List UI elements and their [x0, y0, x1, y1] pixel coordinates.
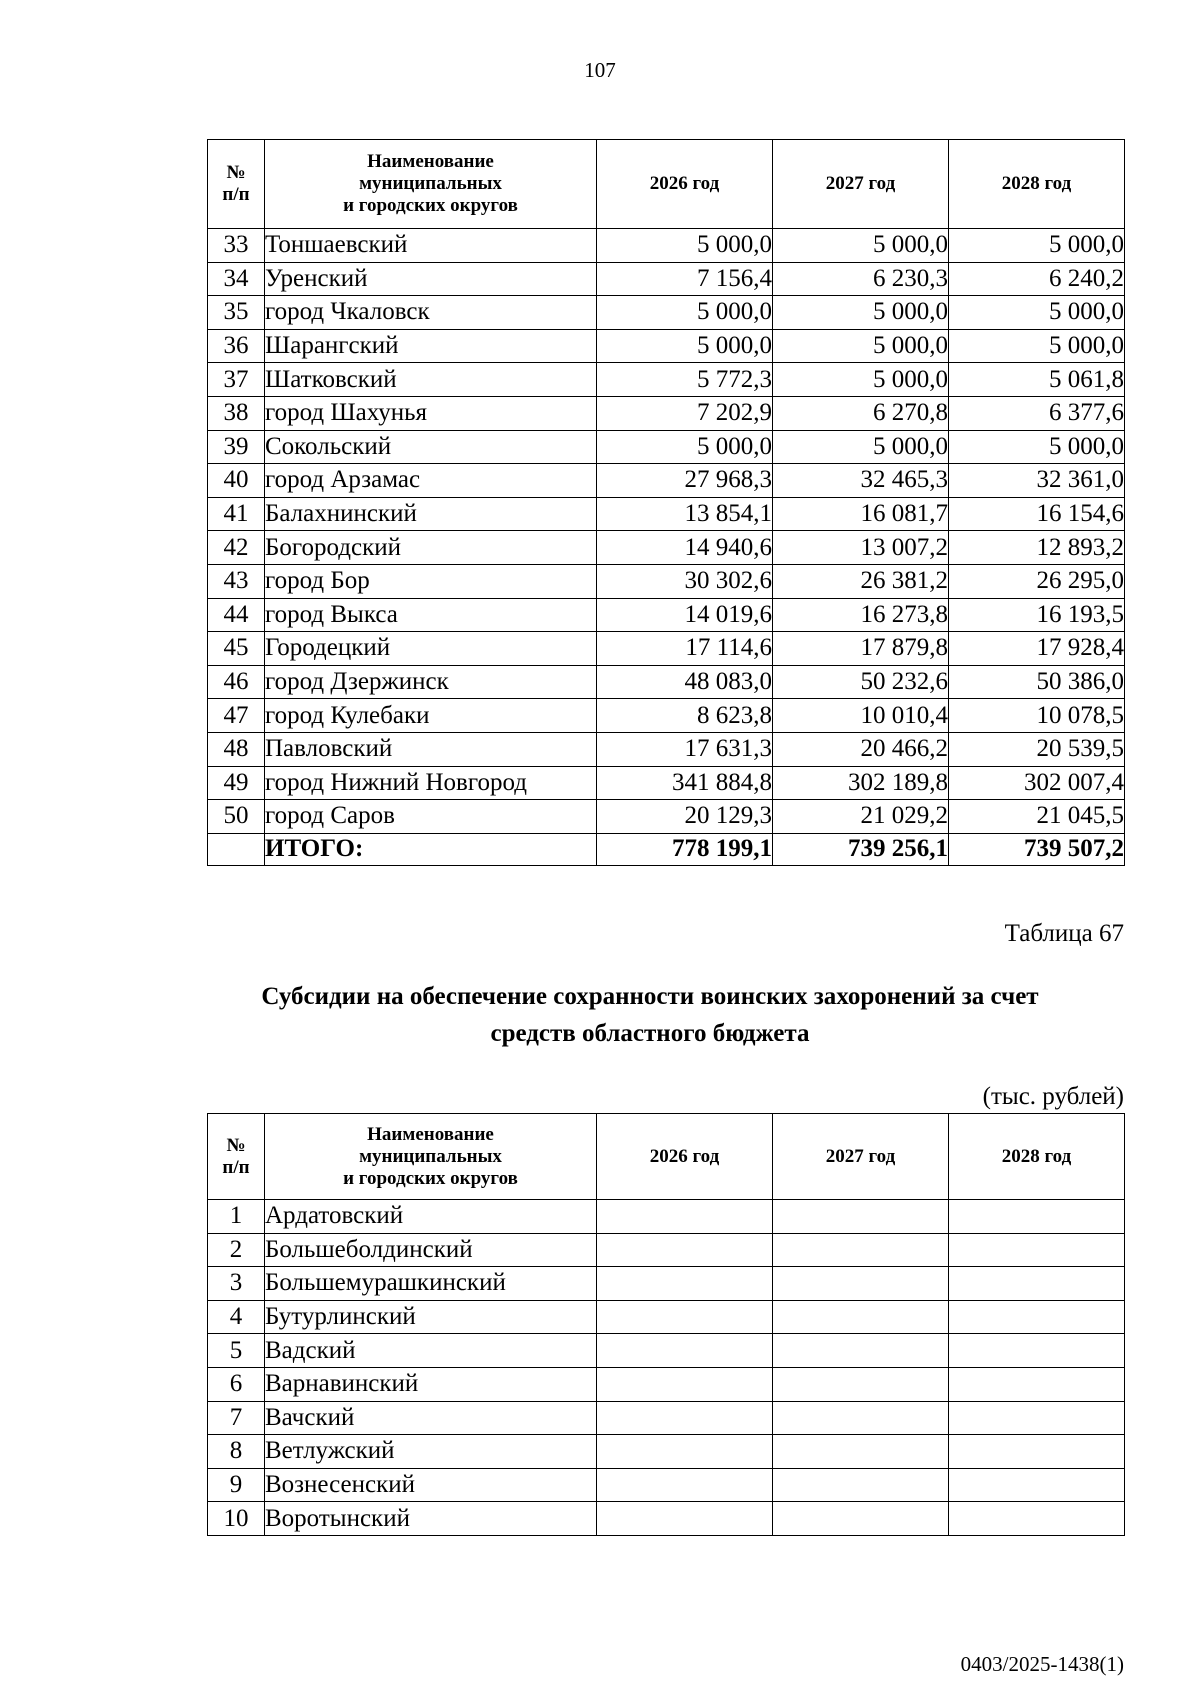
col-header-2028: 2028 год: [949, 1114, 1125, 1200]
value-2026: [597, 1267, 773, 1301]
value-2026: 17 631,3: [597, 732, 773, 766]
value-2027: 20 466,2: [773, 732, 949, 766]
value-2028: [949, 1468, 1125, 1502]
value-2027: [773, 1401, 949, 1435]
municipality-name: Бутурлинский: [265, 1300, 597, 1334]
municipality-name: Городецкий: [265, 632, 597, 666]
municipality-name: Уренский: [265, 262, 597, 296]
value-2026: [597, 1334, 773, 1368]
value-2026: 17 114,6: [597, 632, 773, 666]
value-2027: [773, 1300, 949, 1334]
row-number: 40: [208, 464, 265, 498]
table-row: [208, 497, 1125, 531]
row-number: 34: [208, 262, 265, 296]
row-number: 36: [208, 329, 265, 363]
value-2027: 50 232,6: [773, 665, 949, 699]
table-row: [208, 1267, 1125, 1301]
value-2026: 48 083,0: [597, 665, 773, 699]
value-2027: 5 000,0: [773, 229, 949, 263]
value-2028: [949, 1367, 1125, 1401]
value-2028: 26 295,0: [949, 564, 1125, 598]
table-row: [208, 1300, 1125, 1334]
row-number: 47: [208, 699, 265, 733]
value-2028: 32 361,0: [949, 464, 1125, 498]
units-label: (тыс. рублей): [982, 1083, 1124, 1110]
value-2028: 16 154,6: [949, 497, 1125, 531]
row-number: 42: [208, 531, 265, 565]
value-2026: 14 019,6: [597, 598, 773, 632]
municipality-name: Богородский: [265, 531, 597, 565]
value-2028: 5 000,0: [949, 229, 1125, 263]
total-number: [208, 833, 265, 865]
table-row: [208, 564, 1125, 598]
row-number: 6: [208, 1367, 265, 1401]
table-row: [208, 1334, 1125, 1368]
municipality-name: Вадский: [265, 1334, 597, 1368]
table-row: [208, 229, 1125, 263]
table-row: [208, 800, 1125, 834]
value-2028: 6 240,2: [949, 262, 1125, 296]
value-2026: [597, 1435, 773, 1469]
value-2026: 5 772,3: [597, 363, 773, 397]
value-2028: [949, 1233, 1125, 1267]
table-row: [208, 1200, 1125, 1234]
table-row: [208, 262, 1125, 296]
row-number: 3: [208, 1267, 265, 1301]
table-row: [208, 396, 1125, 430]
value-2027: 5 000,0: [773, 363, 949, 397]
value-2026: 27 968,3: [597, 464, 773, 498]
value-2027: 6 270,8: [773, 396, 949, 430]
value-2026: 7 156,4: [597, 262, 773, 296]
municipality-name: Вознесенский: [265, 1468, 597, 1502]
budget-table-continued: [207, 139, 1125, 866]
value-2027: [773, 1367, 949, 1401]
table-row: [208, 1468, 1125, 1502]
row-number: 45: [208, 632, 265, 666]
section-title: Субсидии на обеспечение сохранности воинских захоронений за счет средств областного бюджета: [261, 983, 1039, 1047]
row-number: 33: [208, 229, 265, 263]
col-header-number: № п/п: [208, 1114, 265, 1200]
value-2026: [597, 1367, 773, 1401]
municipality-name: Вачский: [265, 1401, 597, 1435]
value-2027: 13 007,2: [773, 531, 949, 565]
value-2027: 17 879,8: [773, 632, 949, 666]
value-2028: 6 377,6: [949, 396, 1125, 430]
value-2028: [949, 1334, 1125, 1368]
municipality-name: город Нижний Новгород: [265, 766, 597, 800]
value-2028: 5 000,0: [949, 296, 1125, 330]
value-2028: 302 007,4: [949, 766, 1125, 800]
value-2027: [773, 1267, 949, 1301]
table-row: [208, 430, 1125, 464]
value-2027: [773, 1334, 949, 1368]
municipality-name: город Арзамас: [265, 464, 597, 498]
row-number: 38: [208, 396, 265, 430]
total-label: ИТОГО:: [265, 833, 597, 865]
value-2027: 5 000,0: [773, 430, 949, 464]
value-2026: [597, 1502, 773, 1536]
col-header-name: Наименование муниципальных и городских округов: [265, 1114, 597, 1200]
table-row: [208, 1401, 1125, 1435]
table-row: [208, 464, 1125, 498]
table-row: [208, 531, 1125, 565]
document-code: 0403/2025-1438(1): [960, 1652, 1124, 1676]
table-row: [208, 296, 1125, 330]
municipality-name: Тоншаевский: [265, 229, 597, 263]
table-row: [208, 699, 1125, 733]
value-2026: 341 884,8: [597, 766, 773, 800]
value-2027: 32 465,3: [773, 464, 949, 498]
value-2028: 5 000,0: [949, 329, 1125, 363]
value-2026: [597, 1468, 773, 1502]
municipality-name: Сокольский: [265, 430, 597, 464]
value-2028: 12 893,2: [949, 531, 1125, 565]
page-number: 107: [584, 58, 616, 82]
table-header-row: [208, 1114, 1125, 1200]
total-row: [208, 833, 1125, 865]
table-row: [208, 632, 1125, 666]
municipality-name: город Бор: [265, 564, 597, 598]
value-2028: 5 061,8: [949, 363, 1125, 397]
value-2028: 20 539,5: [949, 732, 1125, 766]
value-2026: [597, 1300, 773, 1334]
row-number: 39: [208, 430, 265, 464]
value-2027: 6 230,3: [773, 262, 949, 296]
municipality-name: Ветлужский: [265, 1435, 597, 1469]
value-2027: [773, 1435, 949, 1469]
municipality-name: город Чкаловск: [265, 296, 597, 330]
value-2028: [949, 1435, 1125, 1469]
value-2026: 5 000,0: [597, 229, 773, 263]
value-2026: 13 854,1: [597, 497, 773, 531]
col-header-2028: 2028 год: [949, 140, 1125, 229]
table-label: Таблица 67: [1004, 920, 1124, 947]
value-2027: 21 029,2: [773, 800, 949, 834]
municipality-name: Ардатовский: [265, 1200, 597, 1234]
value-2028: [949, 1200, 1125, 1234]
col-header-number: № п/п: [208, 140, 265, 229]
table-row: [208, 732, 1125, 766]
col-header-2027: 2027 год: [773, 140, 949, 229]
value-2027: 5 000,0: [773, 296, 949, 330]
col-header-2027: 2027 год: [773, 1114, 949, 1200]
table-row: [208, 329, 1125, 363]
value-2028: 50 386,0: [949, 665, 1125, 699]
value-2028: [949, 1267, 1125, 1301]
row-number: 43: [208, 564, 265, 598]
col-header-2026: 2026 год: [597, 1114, 773, 1200]
value-2027: 16 273,8: [773, 598, 949, 632]
value-2028: 5 000,0: [949, 430, 1125, 464]
value-2028: [949, 1502, 1125, 1536]
value-2027: [773, 1468, 949, 1502]
municipality-name: Большеболдинский: [265, 1233, 597, 1267]
value-2028: 16 193,5: [949, 598, 1125, 632]
value-2026: 5 000,0: [597, 329, 773, 363]
table-row: [208, 665, 1125, 699]
value-2027: 5 000,0: [773, 329, 949, 363]
total-2027: 739 256,1: [773, 833, 949, 865]
table-row: [208, 363, 1125, 397]
value-2027: 10 010,4: [773, 699, 949, 733]
value-2027: 26 381,2: [773, 564, 949, 598]
row-number: 50: [208, 800, 265, 834]
table-row: [208, 1367, 1125, 1401]
col-header-2026: 2026 год: [597, 140, 773, 229]
value-2028: 10 078,5: [949, 699, 1125, 733]
row-number: 4: [208, 1300, 265, 1334]
table-row: [208, 1233, 1125, 1267]
value-2026: 5 000,0: [597, 430, 773, 464]
row-number: 44: [208, 598, 265, 632]
table-row: [208, 1435, 1125, 1469]
municipality-name: Воротынский: [265, 1502, 597, 1536]
value-2028: 21 045,5: [949, 800, 1125, 834]
row-number: 2: [208, 1233, 265, 1267]
row-number: 46: [208, 665, 265, 699]
value-2027: 302 189,8: [773, 766, 949, 800]
row-number: 8: [208, 1435, 265, 1469]
table-row: [208, 1502, 1125, 1536]
value-2027: [773, 1502, 949, 1536]
col-header-name: Наименование муниципальных и городских округов: [265, 140, 597, 229]
value-2028: [949, 1401, 1125, 1435]
row-number: 35: [208, 296, 265, 330]
table-row: [208, 598, 1125, 632]
row-number: 48: [208, 732, 265, 766]
row-number: 41: [208, 497, 265, 531]
table-row: [208, 766, 1125, 800]
table-header-row: [208, 140, 1125, 229]
municipality-name: город Шахунья: [265, 396, 597, 430]
value-2026: 30 302,6: [597, 564, 773, 598]
municipality-name: Шатковский: [265, 363, 597, 397]
municipality-name: Павловский: [265, 732, 597, 766]
row-number: 9: [208, 1468, 265, 1502]
value-2026: 8 623,8: [597, 699, 773, 733]
municipality-name: Большемурашкинский: [265, 1267, 597, 1301]
value-2027: [773, 1233, 949, 1267]
value-2026: 14 940,6: [597, 531, 773, 565]
total-2028: 739 507,2: [949, 833, 1125, 865]
value-2026: [597, 1233, 773, 1267]
value-2026: 5 000,0: [597, 296, 773, 330]
municipality-name: город Кулебаки: [265, 699, 597, 733]
municipality-name: город Выкса: [265, 598, 597, 632]
total-2026: 778 199,1: [597, 833, 773, 865]
municipality-name: город Саров: [265, 800, 597, 834]
row-number: 10: [208, 1502, 265, 1536]
row-number: 37: [208, 363, 265, 397]
value-2027: 16 081,7: [773, 497, 949, 531]
value-2028: 17 928,4: [949, 632, 1125, 666]
row-number: 1: [208, 1200, 265, 1234]
value-2026: [597, 1401, 773, 1435]
municipality-name: Варнавинский: [265, 1367, 597, 1401]
value-2026: 7 202,9: [597, 396, 773, 430]
row-number: 49: [208, 766, 265, 800]
value-2028: [949, 1300, 1125, 1334]
value-2026: [597, 1200, 773, 1234]
row-number: 5: [208, 1334, 265, 1368]
value-2027: [773, 1200, 949, 1234]
municipality-name: Балахнинский: [265, 497, 597, 531]
value-2026: 20 129,3: [597, 800, 773, 834]
war-graves-subsidy-table: [207, 1113, 1125, 1536]
municipality-name: город Дзержинск: [265, 665, 597, 699]
municipality-name: Шарангский: [265, 329, 597, 363]
row-number: 7: [208, 1401, 265, 1435]
